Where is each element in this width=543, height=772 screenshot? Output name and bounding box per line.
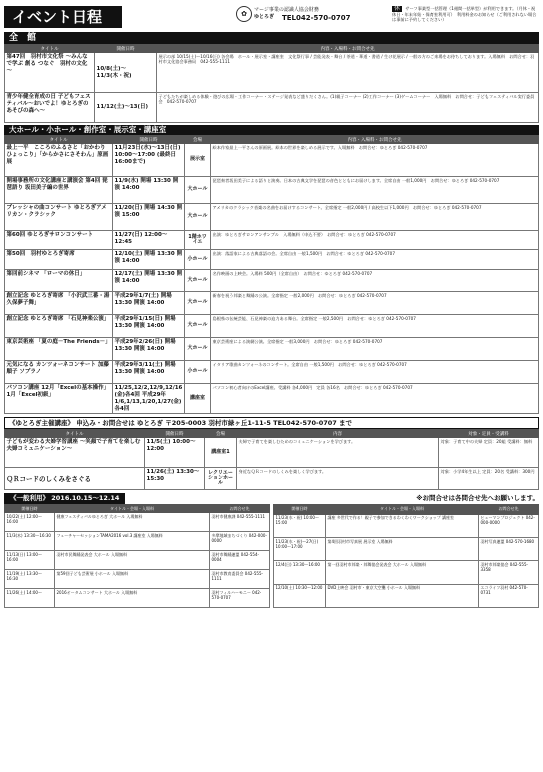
table-row (5, 204, 539, 231)
col-detail: 内容 (237, 430, 439, 438)
event-detail: パソコン初心者向けのExcel講座。受講料 各4,000円 定員 各16名 お問合せ：ゆとろぎ 042-570-0707 (211, 384, 539, 414)
general-contact: 羽村市邦楽協会 042-555-3358 (479, 561, 539, 584)
general-contact: 羽村フィルハーモニー 042-570-0707 (210, 589, 270, 608)
general-title: フューチャーセッションTAMA2016 vol.3 講座室 入場無料 (55, 532, 210, 551)
event-date: 11/25,12/2,12/9,12/16 (金)各4回 平成29年1/6,1/13,1/20,1/27(金)各4回 (113, 384, 185, 414)
general-date: 11/13(日) 13:00～16:00 (5, 551, 55, 570)
event-detail: アメリカのクラシック音楽の名曲をお届けするコンサート。全席指定 一般2,000円 / 高校生以下1,000円 お問合せ：ゆとろぎ 042-570-0707 (211, 204, 539, 231)
general-title: 2016オータムコンサート 大ホール 入場無料 (55, 589, 210, 608)
course-date: 11/26(土) 13:30～15:30 (145, 468, 205, 490)
table-row (274, 561, 539, 584)
course-title: ＱＲコードのしくみをさぐる (5, 468, 145, 490)
notice-icon: 休 (394, 5, 401, 12)
event-date: 10/8(土)～ 11/3(木・祝) (95, 53, 157, 93)
hall-table-header (5, 136, 539, 144)
event-detail: 出演：ゆとろぎサロンアンサンブル 入場無料（申込不要） お問合せ：ゆとろぎ 042-570-0707 (211, 231, 539, 250)
table-row (5, 292, 539, 315)
general-date: 11/23(水・祝) 10:00～15:00 (274, 514, 326, 537)
col-contact: お問合せ先 (210, 505, 270, 513)
course-target: 対象：小学4年生以上 定員：20名 受講料：300円 (439, 468, 539, 490)
course-detail: 夫婦で子育てを楽しむためのコミュニケーションを学びます。 (237, 438, 439, 468)
event-title: 開場事務所の文化講座と講演会 第4回 琵琶語り 坂田美子編の世界 (5, 177, 113, 204)
notice-box (392, 6, 539, 23)
yutorogi-table (4, 429, 539, 490)
event-date: 11/20(日) 開場 14:30 開演 15:00 (113, 204, 185, 231)
general-date: 11/23(水・祝)～27(日) 10:00～17:00 (274, 538, 326, 561)
col-title: タイトル (5, 430, 145, 438)
section-yutorogi-header: 《ゆとろぎ主催講座》 申込み・お問合せは ゆとろぎ 〒205-0003 羽村市緑ヶ丘1-11-5 TEL042-570-0707 まで (4, 417, 539, 429)
event-title: 東京芸術座 「夏の庭－The Friends－」 (5, 338, 113, 361)
table-row (5, 384, 539, 414)
table-row (5, 551, 270, 570)
col-venue: 会場 (205, 430, 237, 438)
general-date: 11/19(土) 13:30～16:30 (5, 570, 55, 589)
event-title: 第回前シネマ 「ローマの休日」 (5, 270, 113, 292)
yutorogi-table-header (5, 430, 539, 438)
general-left-table (4, 504, 270, 608)
col-title: タイトル (5, 45, 95, 53)
general-title: 健康フェスティバルゆとろぎ 大ホール 入場無料 (55, 513, 210, 532)
general-date: 10/22(土) 12:00～16:00 (5, 513, 55, 532)
event-venue: 大ホール (185, 204, 211, 231)
organization-short-name: ゆとろぎ (254, 14, 275, 20)
col-title: タイトル・会場・入場料 (326, 505, 479, 515)
table-row (5, 570, 270, 589)
event-detail: 新春を祝う邦楽と舞踊の公演。全席指定 一般2,000円 お問合せ：ゆとろぎ 042-570-0707 (211, 292, 539, 315)
event-venue: 大ホール (185, 177, 211, 204)
event-title: 最上一平 こころのふるさと「おかわりひょっこり」「からかさにさそわん」原画展 (5, 144, 113, 177)
section-hall-header: 大ホール・小ホール・創作室・展示室・講座室 (4, 125, 539, 135)
organization-tel: TEL042-570-0707 (282, 14, 351, 22)
event-date: 12/10(土) 開場 13:30 開演 14:00 (113, 250, 185, 270)
table-row (5, 338, 539, 361)
event-title: 第50回 羽村ゆとろぎ寄席 (5, 250, 113, 270)
col-contact: お問合せ先 (479, 505, 539, 515)
col-date: 開催日時 (113, 136, 185, 144)
event-title: 第60回 ゆとろぎサロンコンサート (5, 231, 113, 250)
general-use-note: ※お問合せは各問合せ先へお願いします。 (416, 494, 539, 502)
table-row (5, 144, 539, 177)
table-row (274, 514, 539, 537)
event-venue: 展示室 (185, 144, 211, 177)
general-title: 第4回羽村市写真展 展示室 入場無料 (326, 538, 479, 561)
table-row (5, 177, 539, 204)
table-row (5, 250, 539, 270)
event-date: 11月23日(水)～13日(日) 10:00～17:00 (最終日16:00まで) (113, 144, 185, 177)
col-date: 開催日時 (95, 45, 157, 53)
event-date: 11/27(日) 12:00～12:45 (113, 231, 185, 250)
event-venue: 小ホール (185, 361, 211, 384)
event-detail: 東京芸術座による演劇公演。全席指定 一般3,000円 お問合せ：ゆとろぎ 042-570-0707 (211, 338, 539, 361)
general-contact: 羽村市教育委員会 042-555-1111 (210, 570, 270, 589)
page-title (4, 6, 122, 28)
event-detail: 展示の部 10/15(土)～10/16(日) 各会場 ホール・展示室・講座室 文化祭行事 / 芸能発表・舞台 / 茶道・華道・書道 / 生け花展示 / 一般の方のご来場をお待ちしております。入場無料 お問合せ：羽村市文化協会事務局 042-555-1111 (157, 53, 539, 93)
table-row (274, 538, 539, 561)
table-row (5, 53, 539, 93)
general-date: 11/26(土) 14:00～ (5, 589, 55, 608)
event-date: 平成29年2/26(日) 開場 13:30 開演 14:00 (113, 338, 185, 361)
event-date: 平成29年3/11(土) 開場 13:30 開演 14:00 (113, 361, 185, 384)
general-contact: ヒューマンプロジェクト 042-000-0000 (479, 514, 539, 537)
event-schedule-page (4, 4, 539, 764)
course-venue: 講座室1 (205, 438, 237, 468)
table-row (5, 270, 539, 292)
event-date: 平成29年1/7(土) 開場 13:30 開演 14:00 (113, 292, 185, 315)
general-date: 11/3(木) 13:30～16:30 (5, 532, 55, 551)
organization-logo-icon: ✿ (236, 6, 252, 22)
col-date: 開催日時 (274, 505, 326, 515)
course-title: 子どもが変わる夫婦学習講座 ～笑顔で子育てを楽しむ夫婦コミュニケーション～ (5, 438, 145, 468)
col-target: 対象・定員・受講料 (439, 430, 539, 438)
event-title: 創立記念 ゆとろぎ寄席 「石見神楽公演」 (5, 315, 113, 338)
col-date: 開催日時 (5, 505, 55, 513)
col-title: タイトル・会場・入場料 (55, 505, 210, 513)
col-title: タイトル (5, 136, 113, 144)
event-title: 第47回 羽村市文化祭 ～みんなで学ぶ 創る つなぐ 羽村の文化～ (5, 53, 95, 93)
event-venue: 1階ホワイエ (185, 231, 211, 250)
general-contact: エコライフ羽村 042-570-0731 (479, 584, 539, 607)
event-venue: 大ホール (185, 292, 211, 315)
col-date: 開催日時 (145, 430, 205, 438)
table-row (274, 584, 539, 607)
table-row (5, 532, 270, 551)
event-date: 11/12(土)～13(日) (95, 93, 157, 123)
table-row (5, 468, 539, 490)
table-row (5, 589, 270, 608)
event-date: 11/9(水) 開場 13:30 開演 14:00 (113, 177, 185, 204)
table-row (5, 93, 539, 123)
general-date: 12/4(日) 13:30～16:00 (274, 561, 326, 584)
general-contact: 羽村市健康課 042-555-1111 (210, 513, 270, 532)
general-title: 講座 多世代で作る！親子で参加できるわくわくワークショップ 講座室 (326, 514, 479, 537)
table-row (5, 231, 539, 250)
general-title: 第59回子ども芸術展 小ホール 入場無料 (55, 570, 210, 589)
organization-name-text: マージ事業の認識人協会財務 (254, 7, 319, 13)
section-zenkan-header: 全 館 (4, 32, 539, 44)
table-row (5, 361, 539, 384)
event-detail: 島根県の伝統芸能、石見神楽の迫力ある舞台。全席指定 一般2,500円 お問合せ：ゆとろぎ 042-570-0707 (211, 315, 539, 338)
course-venue: レクリエーションホール (205, 468, 237, 490)
event-title: 元気になる カンツォーネコンサート 加藤順子 ソプラノ (5, 361, 113, 384)
zenkan-table-header (5, 45, 539, 53)
event-detail: 名作映画の上映会。入場料 500円（全席自由） お問合せ：ゆとろぎ 042-570-0707 (211, 270, 539, 292)
general-right-table (273, 504, 539, 608)
course-target: 対象：子育て中の夫婦 定員：20組 受講料：無料 (439, 438, 539, 468)
event-title: 青少年健全育成の日 子どもフェスティバル～おいでよ！ゆとろぎのあそびの森へ～ (5, 93, 95, 123)
general-right-header (274, 505, 539, 515)
general-left-header (5, 505, 270, 513)
event-venue: 大ホール (185, 315, 211, 338)
event-venue: 講座室 (185, 384, 211, 414)
general-use-header (4, 493, 539, 504)
page-title-text: イベント日程 (12, 8, 103, 26)
general-title: 第一回羽村市邦楽・邦舞協会発表会 大ホール 入場無料 (326, 561, 479, 584)
course-date: 11/5(土) 10:00～12:00 (145, 438, 205, 468)
event-date: 12/17(土) 開場 13:30 開演 14:00 (113, 270, 185, 292)
general-use-title: 《一般利用》 2016.10.15～12.14 (4, 493, 125, 504)
event-venue: 小ホール (185, 250, 211, 270)
general-contact: 羽村写真連盟 042-570-1680 (479, 538, 539, 561)
event-detail: 出演：落語家による古典落語の会。全席自由 一般1,500円 お問合せ：ゆとろぎ 042-570-0707 (211, 250, 539, 270)
notice-text: サーフ事業型一括管理（1週間一括単型）が利用できます。（月休・祝休日・年末年始・保育室利用可） 利用料金のお知らせ（ご利用されない場合は事前に予約してください） (392, 6, 537, 23)
course-detail: 身近なＱＲコードのしくみを楽しく学びます。 (237, 468, 439, 490)
event-detail: 琵琶奏者坂田美子による語りと演奏。日本の古典文学を琵琶の音色とともにお届けします。全席自由 一般1,000円 お問合せ：ゆとろぎ 042-570-0707 (211, 177, 539, 204)
event-date: 平成29年1/15(日) 開場 13:30 開演 14:00 (113, 315, 185, 338)
event-title: プレッシャの曲コンサート ゆとろぎアメリカン・クラシック (5, 204, 113, 231)
col-venue: 会場 (185, 136, 211, 144)
table-row (5, 513, 270, 532)
table-row (5, 438, 539, 468)
event-detail: 絵本作家最上一平さんの原画展。絵本の世界を楽しめる展示です。入場無料 お問合せ：ゆとろぎ 042-570-0707 (211, 144, 539, 177)
event-venue: 大ホール (185, 338, 211, 361)
general-contact: 多摩地域まちづくり 042-000-0000 (210, 532, 270, 551)
page-header (4, 4, 539, 30)
general-date: 12/10(土) 10:30～12:00 (274, 584, 326, 607)
event-title: パソコン講座 12月「Excelの基本操作」 1月「Excel初級」 (5, 384, 113, 414)
general-title: 羽村市民舞踊発表会 大ホール 入場無料 (55, 551, 210, 570)
general-use-columns (4, 504, 539, 608)
zenkan-table (4, 44, 539, 123)
table-row (5, 315, 539, 338)
event-title: 創立記念 ゆとろぎ寄席 「小沢武三番・湯久保夢子舞」 (5, 292, 113, 315)
col-detail: 内容・入場料・お問合せ先 (211, 136, 539, 144)
hall-table (4, 135, 539, 414)
general-contact: 羽村市舞踊連盟 042-554-0004 (210, 551, 270, 570)
general-title: DVD上映会 羽村市・東京大空襲 小ホール 入場無料 (326, 584, 479, 607)
event-detail: イタリア歌曲カンツォーネのコンサート。全席自由 一般1,500円 お問合せ：ゆとろぎ 042-570-0707 (211, 361, 539, 384)
event-venue: 大ホール (185, 270, 211, 292)
col-detail: 内容・入場料・お問合せ先 (157, 45, 539, 53)
event-detail: 子どもたちが楽しめる体験・遊びの広場・工作コーナー・ステージ発表など盛りだくさん。(1)親子コーナー (2)工作コーナー (3)ゲームコーナー 入場無料 お問合せ：子どもフェスティバル実行委員会 042-570-0707 (157, 93, 539, 123)
